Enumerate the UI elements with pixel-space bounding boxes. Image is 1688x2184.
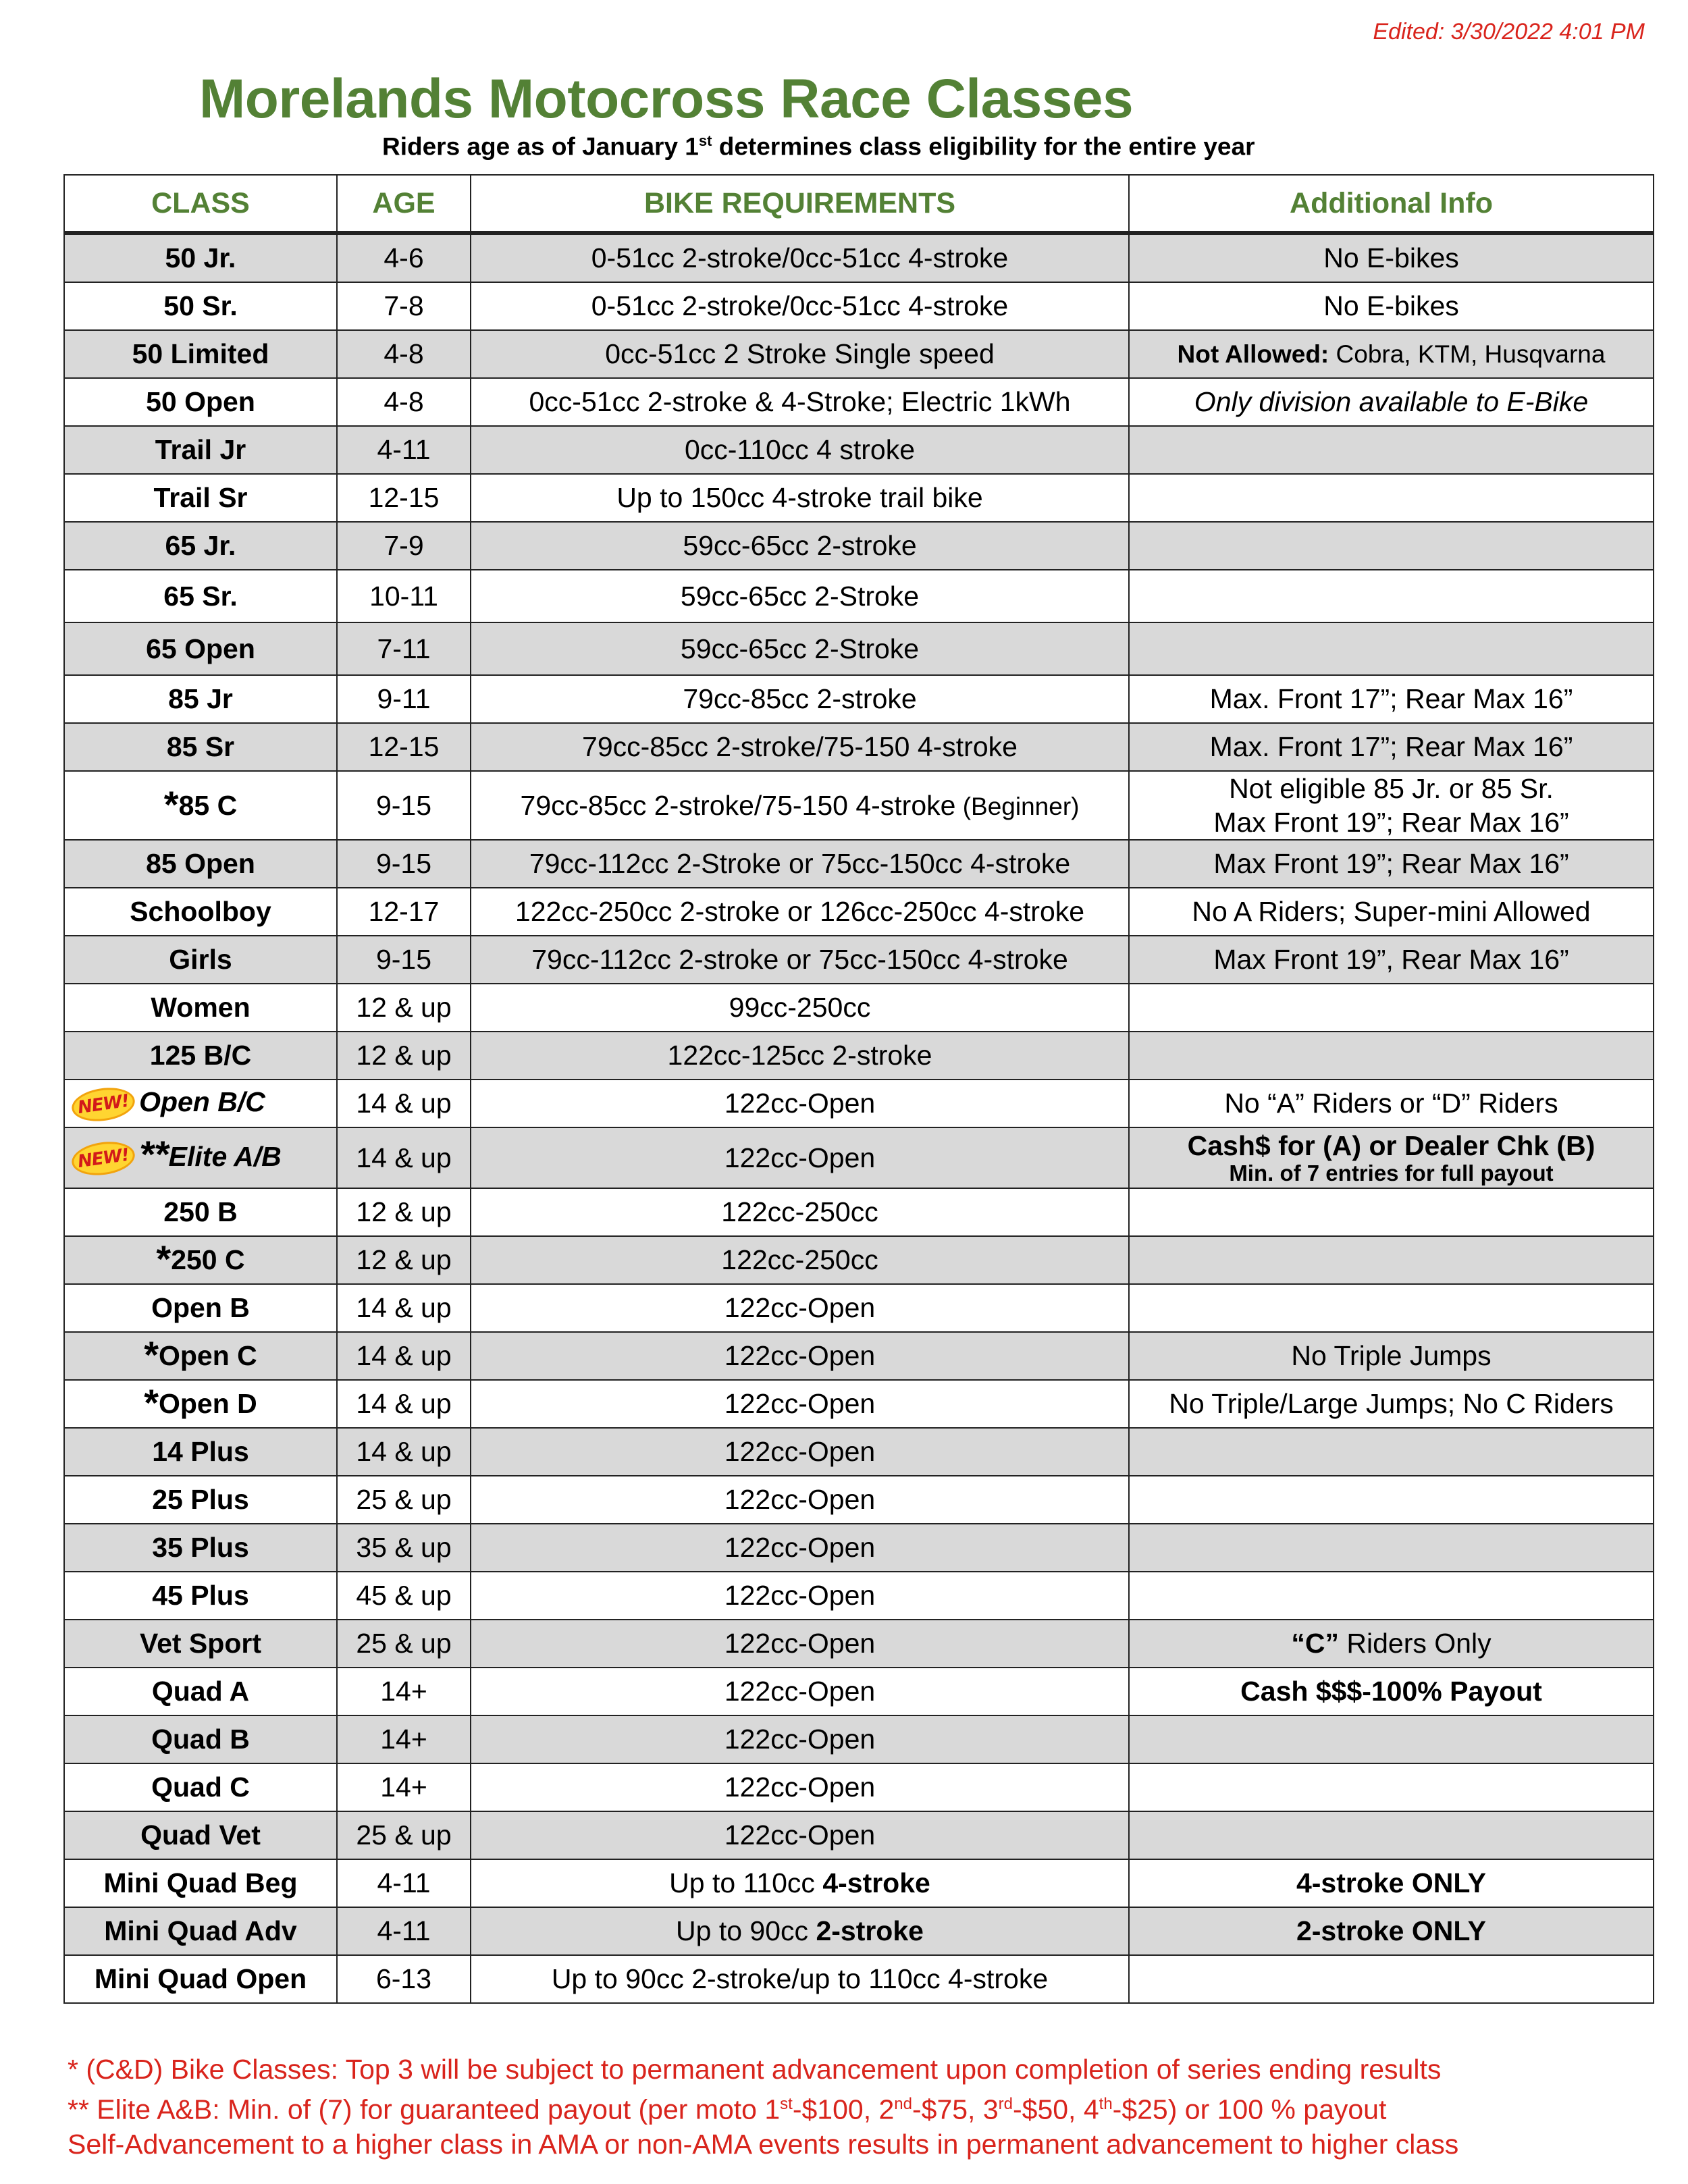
bike-text-bold: 4-stroke <box>822 1867 930 1898</box>
age-cell: 7-11 <box>337 622 471 675</box>
class-cell: 85 Sr <box>64 723 337 771</box>
table-row <box>64 1907 1654 1955</box>
age-cell: 45 & up <box>337 1572 471 1620</box>
table-row <box>64 1524 1654 1572</box>
subtitle-ordinal: st <box>698 132 712 149</box>
info-cell <box>1129 1236 1654 1284</box>
table-row <box>64 771 1654 840</box>
table-row <box>64 936 1654 984</box>
class-cell: 35 Plus <box>64 1524 337 1572</box>
info-cell: No “A” Riders or “D” Riders <box>1129 1080 1654 1127</box>
age-cell: 7-9 <box>337 522 471 570</box>
bike-cell: 79cc-85cc 2-stroke/75-150 4-stroke <box>471 723 1129 771</box>
table-row <box>64 570 1654 622</box>
bike-cell: 79cc-112cc 2-Stroke or 75cc-150cc 4-stroke <box>471 840 1129 888</box>
info-cell: No Triple/Large Jumps; No C Riders <box>1129 1380 1654 1428</box>
age-cell: 12-17 <box>337 888 471 936</box>
age-cell: 4-8 <box>337 330 471 378</box>
class-cell: Trail Jr <box>64 426 337 474</box>
table-row <box>64 1188 1654 1236</box>
table-row <box>64 1236 1654 1284</box>
bike-cell: 79cc-85cc 2-stroke <box>471 675 1129 723</box>
class-cell: Quad B <box>64 1715 337 1763</box>
info-label: Not Allowed: <box>1177 340 1329 368</box>
info-cell: Only division available to E-Bike <box>1129 378 1654 426</box>
class-cell: 50 Limited <box>64 330 337 378</box>
bike-cell: 122cc-Open <box>471 1811 1129 1859</box>
class-cell: Mini Quad Beg <box>64 1859 337 1907</box>
class-cell <box>64 1236 337 1284</box>
bike-cell <box>471 1859 1129 1907</box>
table-row <box>64 1620 1654 1668</box>
info-cell <box>1129 1811 1654 1859</box>
subtitle-text: Riders age as of January 1 <box>382 132 699 161</box>
age-cell: 14 & up <box>337 1127 471 1188</box>
table-row <box>64 1332 1654 1380</box>
bike-cell: 122cc-250cc <box>471 1236 1129 1284</box>
column-header-age: AGE <box>337 175 471 233</box>
info-line-small: Min. of 7 entries for full payout <box>1229 1161 1554 1186</box>
page-title: Morelands Motocross Race Classes <box>199 68 1134 130</box>
info-cell <box>1129 1428 1654 1476</box>
class-cell: 65 Open <box>64 622 337 675</box>
age-cell: 14 & up <box>337 1428 471 1476</box>
class-label: Open D <box>159 1388 257 1419</box>
footnote-ordinal: nd <box>894 2095 912 2113</box>
table-row <box>64 1476 1654 1524</box>
info-line: Cash$ for (A) or Dealer Chk (B) <box>1187 1130 1595 1161</box>
class-cell: Schoolboy <box>64 888 337 936</box>
bike-cell: 122cc-125cc 2-stroke <box>471 1032 1129 1080</box>
age-cell: 4-11 <box>337 1907 471 1955</box>
age-cell: 9-15 <box>337 936 471 984</box>
bike-cell: 122cc-Open <box>471 1080 1129 1127</box>
info-cell <box>1129 1127 1654 1188</box>
class-label: Elite A/B <box>168 1140 282 1172</box>
info-label: “C” <box>1291 1628 1340 1659</box>
info-cell <box>1129 1572 1654 1620</box>
footnote-text: -$75, 3 <box>912 2094 999 2125</box>
info-text: Riders Only <box>1339 1628 1492 1659</box>
age-cell: 12 & up <box>337 984 471 1032</box>
info-cell: Max. Front 17”; Rear Max 16” <box>1129 675 1654 723</box>
age-cell: 14+ <box>337 1715 471 1763</box>
footnote-ordinal: rd <box>998 2095 1013 2113</box>
bike-cell: 122cc-Open <box>471 1476 1129 1524</box>
asterisk-mark: * <box>156 1237 172 1280</box>
bike-cell: 122cc-Open <box>471 1127 1129 1188</box>
bike-cell: 0-51cc 2-stroke/0cc-51cc 4-stroke <box>471 282 1129 330</box>
info-cell: No A Riders; Super-mini Allowed <box>1129 888 1654 936</box>
footnote-self-advancement: Self-Advancement to a higher class in AMA or non-AMA events results in permanent advancement to higher class <box>68 2128 1459 2160</box>
class-cell <box>64 771 337 840</box>
bike-cell: 122cc-250cc <box>471 1188 1129 1236</box>
class-cell: Trail Sr <box>64 474 337 522</box>
class-cell: Girls <box>64 936 337 984</box>
info-cell: No E-bikes <box>1129 282 1654 330</box>
table-row <box>64 1380 1654 1428</box>
bike-cell: 59cc-65cc 2-stroke <box>471 522 1129 570</box>
class-cell: 65 Sr. <box>64 570 337 622</box>
info-cell <box>1129 1188 1654 1236</box>
bike-text: 79cc-85cc 2-stroke/75-150 4-stroke <box>520 789 956 821</box>
age-cell: 4-11 <box>337 426 471 474</box>
age-cell: 4-6 <box>337 233 471 282</box>
class-label: Open C <box>159 1340 257 1371</box>
age-cell: 9-15 <box>337 840 471 888</box>
table-row <box>64 1715 1654 1763</box>
age-cell: 12 & up <box>337 1236 471 1284</box>
class-cell: 14 Plus <box>64 1428 337 1476</box>
bike-cell <box>471 1907 1129 1955</box>
age-cell: 14+ <box>337 1763 471 1811</box>
age-cell: 12-15 <box>337 474 471 522</box>
footnote-ordinal: st <box>780 2095 793 2113</box>
age-cell: 6-13 <box>337 1955 471 2003</box>
class-cell: Mini Quad Adv <box>64 1907 337 1955</box>
class-cell <box>64 1332 337 1380</box>
info-text: Cobra, KTM, Husqvarna <box>1329 340 1606 368</box>
info-cell <box>1129 1715 1654 1763</box>
bike-cell: 122cc-Open <box>471 1332 1129 1380</box>
class-cell: 50 Open <box>64 378 337 426</box>
footnote-text: ** Elite A&B: Min. of (7) for guaranteed payout (per moto 1 <box>68 2094 781 2125</box>
info-cell: No E-bikes <box>1129 233 1654 282</box>
asterisk-mark: * <box>144 1333 159 1376</box>
bike-cell: 122cc-250cc 2-stroke or 126cc-250cc 4-stroke <box>471 888 1129 936</box>
bike-cell: 122cc-Open <box>471 1284 1129 1332</box>
footnote-text: -$25) or 100 % payout <box>1112 2094 1387 2125</box>
info-cell <box>1129 474 1654 522</box>
column-header-info: Additional Info <box>1129 175 1654 233</box>
age-cell: 9-15 <box>337 771 471 840</box>
info-cell: Cash $$$-100% Payout <box>1129 1668 1654 1715</box>
asterisk-mark: * <box>144 1381 159 1424</box>
table-row <box>64 1763 1654 1811</box>
info-cell <box>1129 1476 1654 1524</box>
bike-cell: 122cc-Open <box>471 1524 1129 1572</box>
new-badge-icon: NEW! <box>70 1084 137 1125</box>
footnote-elite-payout <box>68 2087 1661 2127</box>
class-cell: 125 B/C <box>64 1032 337 1080</box>
bike-cell: 0cc-110cc 4 stroke <box>471 426 1129 474</box>
table-row <box>64 1127 1654 1188</box>
class-cell: 65 Jr. <box>64 522 337 570</box>
bike-cell: 79cc-112cc 2-stroke or 75cc-150cc 4-stroke <box>471 936 1129 984</box>
bike-cell: 122cc-Open <box>471 1620 1129 1668</box>
table-row <box>64 522 1654 570</box>
info-cell: No Triple Jumps <box>1129 1332 1654 1380</box>
age-cell: 25 & up <box>337 1620 471 1668</box>
bike-cell: 122cc-Open <box>471 1715 1129 1763</box>
info-cell <box>1129 1524 1654 1572</box>
age-cell: 14 & up <box>337 1380 471 1428</box>
info-cell: 4-stroke ONLY <box>1129 1859 1654 1907</box>
age-cell: 35 & up <box>337 1524 471 1572</box>
bike-cell: 59cc-65cc 2-Stroke <box>471 622 1129 675</box>
bike-cell: 99cc-250cc <box>471 984 1129 1032</box>
class-cell: Vet Sport <box>64 1620 337 1668</box>
bike-cell: 59cc-65cc 2-Stroke <box>471 570 1129 622</box>
class-cell: Women <box>64 984 337 1032</box>
class-cell: 85 Jr <box>64 675 337 723</box>
age-cell: 12 & up <box>337 1032 471 1080</box>
class-cell: Quad Vet <box>64 1811 337 1859</box>
info-cell <box>1129 1284 1654 1332</box>
class-cell: Open B <box>64 1284 337 1332</box>
table-row <box>64 1572 1654 1620</box>
age-cell: 4-8 <box>337 378 471 426</box>
class-cell <box>64 1380 337 1428</box>
bike-cell: 122cc-Open <box>471 1668 1129 1715</box>
race-classes-table <box>63 174 1654 2004</box>
info-cell <box>1129 426 1654 474</box>
age-cell: 14+ <box>337 1668 471 1715</box>
footnote-advancement: * (C&D) Bike Classes: Top 3 will be subject to permanent advancement upon completion of series ending results <box>68 2054 1442 2085</box>
table-row <box>64 474 1654 522</box>
info-cell <box>1129 522 1654 570</box>
bike-cell: 0cc-51cc 2-stroke & 4-Stroke; Electric 1kWh <box>471 378 1129 426</box>
class-cell: 50 Jr. <box>64 233 337 282</box>
footnote-ordinal: th <box>1099 2095 1113 2113</box>
info-line: Not eligible 85 Jr. or 85 Sr. <box>1229 773 1554 804</box>
bike-cell: 0cc-51cc 2 Stroke Single speed <box>471 330 1129 378</box>
bike-cell: 122cc-Open <box>471 1763 1129 1811</box>
class-cell: Quad A <box>64 1668 337 1715</box>
bike-cell <box>471 771 1129 840</box>
info-cell <box>1129 330 1654 378</box>
footnote-text: -$100, 2 <box>792 2094 895 2125</box>
asterisk-mark: * <box>163 782 179 826</box>
table-header-row <box>64 175 1654 233</box>
age-cell: 25 & up <box>337 1811 471 1859</box>
table-row <box>64 1284 1654 1332</box>
new-badge-icon: NEW! <box>70 1138 137 1179</box>
info-cell <box>1129 771 1654 840</box>
class-cell: 45 Plus <box>64 1572 337 1620</box>
age-cell: 12 & up <box>337 1188 471 1236</box>
info-cell <box>1129 1032 1654 1080</box>
bike-cell: 0-51cc 2-stroke/0cc-51cc 4-stroke <box>471 233 1129 282</box>
table-row <box>64 622 1654 675</box>
class-cell: 85 Open <box>64 840 337 888</box>
age-cell: 12-15 <box>337 723 471 771</box>
table-row <box>64 888 1654 936</box>
class-label: 250 C <box>171 1244 245 1275</box>
class-cell: 250 B <box>64 1188 337 1236</box>
class-cell <box>64 1127 337 1188</box>
info-cell <box>1129 1955 1654 2003</box>
bike-text: Up to 90cc <box>676 1915 816 1946</box>
age-cell: 4-11 <box>337 1859 471 1907</box>
info-cell <box>1129 622 1654 675</box>
info-cell <box>1129 1763 1654 1811</box>
info-cell: Max. Front 17”; Rear Max 16” <box>1129 723 1654 771</box>
info-cell: Max Front 19”, Rear Max 16” <box>1129 936 1654 984</box>
bike-cell: 122cc-Open <box>471 1572 1129 1620</box>
asterisk-mark: ** <box>139 1132 169 1175</box>
bike-cell: Up to 150cc 4-stroke trail bike <box>471 474 1129 522</box>
bike-cell: 122cc-Open <box>471 1380 1129 1428</box>
table-row <box>64 723 1654 771</box>
table-row <box>64 1955 1654 2003</box>
bike-cell: Up to 90cc 2-stroke/up to 110cc 4-stroke <box>471 1955 1129 2003</box>
age-cell: 10-11 <box>337 570 471 622</box>
table-row <box>64 426 1654 474</box>
table-row <box>64 378 1654 426</box>
bike-text-bold: 2-stroke <box>816 1915 924 1946</box>
age-cell: 14 & up <box>337 1080 471 1127</box>
table-row <box>64 330 1654 378</box>
column-header-bike: BIKE REQUIREMENTS <box>471 175 1129 233</box>
table-row <box>64 840 1654 888</box>
info-cell: Max Front 19”; Rear Max 16” <box>1129 840 1654 888</box>
column-header-class: CLASS <box>64 175 337 233</box>
info-cell: 2-stroke ONLY <box>1129 1907 1654 1955</box>
subtitle-text-rest: determines class eligibility for the entire year <box>712 132 1255 161</box>
class-cell: 25 Plus <box>64 1476 337 1524</box>
class-cell: 50 Sr. <box>64 282 337 330</box>
class-cell <box>64 1080 337 1127</box>
class-label: Open B/C <box>139 1086 265 1118</box>
table-row <box>64 233 1654 282</box>
bike-note: (Beginner) <box>955 792 1080 820</box>
table-row <box>64 282 1654 330</box>
class-label: 85 C <box>178 789 238 821</box>
age-cell: 9-11 <box>337 675 471 723</box>
edited-timestamp: Edited: 3/30/2022 4:01 PM <box>1373 19 1645 45</box>
table-row <box>64 1032 1654 1080</box>
age-cell: 14 & up <box>337 1332 471 1380</box>
age-cell: 25 & up <box>337 1476 471 1524</box>
class-cell: Quad C <box>64 1763 337 1811</box>
age-cell: 14 & up <box>337 1284 471 1332</box>
table-row <box>64 675 1654 723</box>
class-cell: Mini Quad Open <box>64 1955 337 2003</box>
info-cell <box>1129 1620 1654 1668</box>
info-cell <box>1129 984 1654 1032</box>
bike-text: Up to 110cc <box>669 1867 823 1898</box>
table-row <box>64 1668 1654 1715</box>
footnotes <box>68 2052 1661 2162</box>
info-line: Max Front 19”; Rear Max 16” <box>1213 807 1569 838</box>
footnote-text: -$50, 4 <box>1013 2094 1099 2125</box>
bike-cell: 122cc-Open <box>471 1428 1129 1476</box>
table-row <box>64 1811 1654 1859</box>
table-row <box>64 1428 1654 1476</box>
table-row <box>64 984 1654 1032</box>
age-cell: 7-8 <box>337 282 471 330</box>
page-subtitle <box>382 132 1255 161</box>
table-row <box>64 1859 1654 1907</box>
info-cell <box>1129 570 1654 622</box>
table-row <box>64 1080 1654 1127</box>
